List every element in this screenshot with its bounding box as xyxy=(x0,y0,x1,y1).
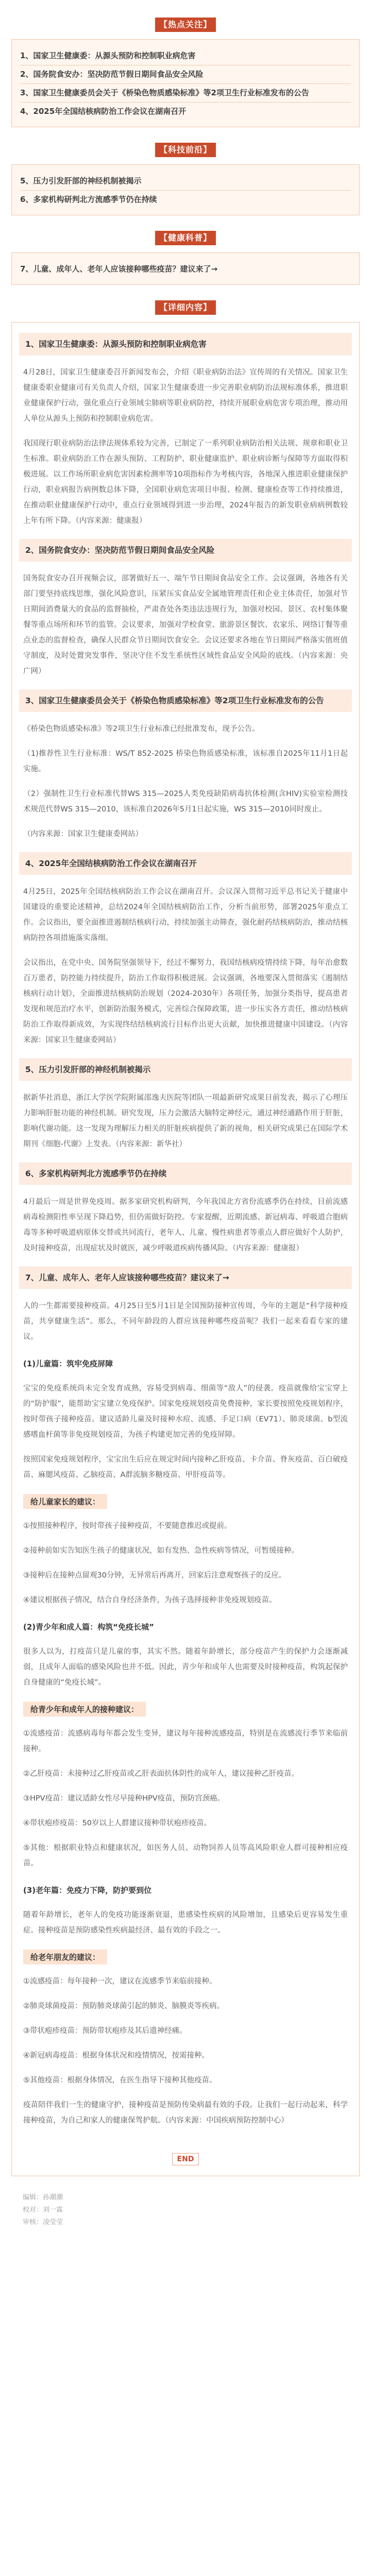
article-7-tip: ②肺炎球菌疫苗：预防肺炎球菌引起的肺炎、脑膜炎等疾病。 xyxy=(23,2002,224,2010)
article-7-tip: ①流感疫苗：流感病毒每年都会发生变异，建议每年接种流感疫苗，特别是在流感流行季节来临前接种。 xyxy=(23,1730,348,1753)
article-7-paragraph: 宝宝的免疫系统尚未完全发育成熟，容易受到病毒、细菌等“敌人”的侵袭。疫苗就像给宝宝穿上的“防护服”，能帮助宝宝建立免疫保护。国家免疫规划疫苗免费接种，家长要按照免疫规划程序，按时带孩子接种疫苗。建议适龄儿童及时接种水痘、流感、手足口病（EV71）、肺炎球菌、b型流感嗜血杆菌等非免疫规划疫苗，为孩子构建更加完善的免疫屏障。 xyxy=(23,1384,348,1439)
article-7-tip: ③HPV疫苗：建议适龄女性尽早接种HPV疫苗，预防宫颈癌。 xyxy=(23,1794,225,1803)
article-7-paragraph: 很多人以为，打疫苗只是儿童的事，其实不然。随着年龄增长，部分疫苗产生的保护力会逐渐减弱，且成年人面临的感染风险也并不低。因此，青少年和成年人也需要及时接种疫苗，构筑起保护自身健康的“免疫长城”。 xyxy=(23,1648,348,1687)
article-1-paragraph: 我国现行职业病防治法律法规体系较为完善，已制定了一系列职业病防治相关法规、规章和职业卫生标准。职业病防治工作在源头预防、工程防护、职业健康监护、职业病诊断与保障等方面取得积极进展。以工作场所职业病危害因素检测率等10项指标作为考核内容，各地深入推进职业健康保护行动，职业病报告病例数总体下降，全国职业病危害项目申报、检测、健康检查等工作持续推进，在推动职业健康保护行动中，重点行业领域得到进一步治理，2024年报告的新发职业病病例数较上年有所下降。（内容来源：健康报） xyxy=(23,439,348,525)
article-4-paragraph: 4月25日，2025年全国结核病防治工作会议在湖南召开。会议深入贯彻习近平总书记关于健康中国建设的重要论述精神，总结2024年全国结核病防治工作，分析当前形势，部署2025年重点工作。会议指出，要全面推进遏制结核病行动，持续加强主动筛查，强化耐药结核病防治，推动结核病防控各项措施落实落细。 xyxy=(23,888,348,942)
article-7-title: 7、儿童、成年人、老年人应该接种哪些疫苗？建议来了→ xyxy=(19,1266,352,1289)
editor-credits xyxy=(11,2176,360,2229)
article-7-tip: ④新冠病毒疫苗：根据身体状况和疫情情况，按需接种。 xyxy=(23,2052,209,2060)
proofreader-line: 校对：刘一霖 xyxy=(23,2206,63,2214)
article-7-pill-adults: 给青少年和成年人的接种建议： xyxy=(23,1702,146,1717)
article-3-title: 3、国家卫生健康委员会关于《桥染色物质感染标准》等2项卫生行业标准发布的公告 xyxy=(19,689,352,712)
research-item-6[interactable]: 6、多家机构研判北方流感季节仍在持续 xyxy=(20,195,157,204)
hot-section-tag: 【热点关注】 xyxy=(155,18,216,32)
article-7-tip: ③接种后在接种点留观30分钟，无异常后再离开，回家后注意观察孩子的反应。 xyxy=(23,1571,286,1580)
hot-item-1[interactable]: 1、国家卫生健康委：从源头预防和控制职业病危害 xyxy=(20,47,351,65)
article-7-tip: ④带状疱疹疫苗：50岁以上人群建议接种带状疱疹疫苗。 xyxy=(23,1819,211,1827)
health-section-tag: 【健康科普】 xyxy=(155,231,216,245)
article-3-source: （内容来源：国家卫生健康委网站） xyxy=(23,830,143,838)
article-7-closing: 疫苗陪伴我们一生的健康守护，接种疫苗是预防传染病最有效的手段。让我们一起行动起来，科学接种疫苗，为自己和家人的健康保驾护航。（内容来源：中国疾病预防控制中心） xyxy=(23,2101,348,2125)
research-item-5[interactable]: 5、压力引发肝部的神经机制被揭示 xyxy=(20,172,351,191)
article-7-tip: ⑤其他：根据职业特点和健康状况，如医务人员、动物饲养人员等高风险职业人群可接种相应疫苗。 xyxy=(23,1844,348,1868)
article-7-tip: ③带状疱疹疫苗：预防带状疱疹及其后遗神经痛。 xyxy=(23,2027,187,2035)
research-section-box xyxy=(11,164,360,215)
detail-section-box xyxy=(11,322,360,2176)
article-7-pill-children: 给儿童家长的建议： xyxy=(23,1494,107,1509)
article-7-subhead-elderly: (3)老年篇：免疫力下降，防护要到位 xyxy=(23,1886,152,1895)
article-7-tip: ②乙肝疫苗：未接种过乙肝疫苗或乙肝表面抗体阴性的成年人，建议接种乙肝疫苗。 xyxy=(23,1770,299,1778)
health-section-box xyxy=(11,252,360,285)
article-7-subhead-adults: (2)青少年和成人篇：构筑“免疫长城” xyxy=(23,1622,154,1632)
article-1-paragraph: 4月28日，国家卫生健康委召开新闻发布会，介绍《职业病防治法》宣传周的有关情况。国家卫生健康委职业健康司有关负责人介绍，国家卫生健康委进一步完善职业病防治法规标准体系，推进职业健康保护行动，强化重点行业领域尘肺病等职业病防控，持续开展职业病危害专项治理，推动用人单位从源头上预防和控制职业病危害。 xyxy=(23,368,348,423)
article-7-intro: 人的一生都需要接种疫苗。4月25日至5月1日是全国预防接种宣传周，今年的主题是“科学接种疫苗，共享健康生活”。那么，不同年龄段的人群应该接种哪些疫苗呢？我们一起来看看专家的建议。 xyxy=(23,1302,348,1341)
article-3-paragraph: （2）强制性卫生行业标准代替WS 315—2025人类免疫缺陷病毒抗体检测(含HIV)实验室检测技术规范代替WS 315—2010，该标准自2026年5月1日起实施，WS 315—2010同时废止。 xyxy=(23,790,348,814)
reviewer-line: 审核：凌莹莹 xyxy=(23,2218,63,2226)
health-item-7[interactable]: 7、儿童、成年人、老年人应该接种哪些疫苗？建议来了→ xyxy=(20,264,218,274)
article-2-paragraph: 国务院食安办召开视频会议，部署做好五一、端午节日期间食品安全工作。会议强调，各地各有关部门要坚持底线思维，强化风险意识，压紧压实食品安全属地管理责任和企业主体责任，加强对节日期间消费量大的食品的监督抽检，严肃查处各类违法违规行为，加强对校园、景区、农村集体聚餐等重点场所和环节的监管。会议要求，加强对学校食堂、旅游景区餐饮、农家乐、网络订餐等重点业态的监督检查，确保人民群众节日期间饮食安全。会议还要求各地在节日期间严格落实值班值守制度，及时处置突发事件，坚决守住不发生系统性区域性食品安全风险的底线。（内容来源：央广网） xyxy=(23,574,348,675)
article-6-title: 6、多家机构研判北方流感季节仍在持续 xyxy=(19,1162,352,1185)
article-3-paragraph: （1)推荐性卫生行业标准：WS/T 852-2025 桥染色物质感染标准，该标准自2025年11月1日起实施。 xyxy=(23,750,348,773)
article-7-tip: ⑤其他疫苗：根据身体情况，在医生指导下接种其他疫苗。 xyxy=(23,2076,217,2084)
hot-item-3[interactable]: 3、国家卫生健康委员会关于《桥染色物质感染标准》等2项卫生行业标准发布的公告 xyxy=(20,84,351,103)
article-3-paragraph: 《桥染色物质感染标准》等2项卫生行业标准已经批准发布，现予公告。 xyxy=(23,725,260,733)
article-5-paragraph: 据新华社消息，浙江大学医学院附属邵逸夫医院等团队一项最新研究成果日前发表，揭示了心理压力影响肝脏功能的神经机制。研究发现，压力会激活大脑特定神经元，通过神经通路作用于肝脏，影响代谢功能。这一发现为理解压力相关的肝脏疾病提供了新的视角，相关研究成果已在国际学术期刊《细胞-代谢》上发表。（内容来源：新华社） xyxy=(23,1094,348,1148)
end-marker: END xyxy=(172,2153,199,2165)
editor-line: 编辑：孙潮潮 xyxy=(23,2194,63,2201)
article-1-title: 1、国家卫生健康委：从源头预防和控制职业病危害 xyxy=(19,333,352,355)
article-7-tip: ②接种前如实告知医生孩子的健康状况，如有发热、急性疾病等情况，可暂缓接种。 xyxy=(23,1547,299,1555)
article-7-paragraph: 随着年龄增长，老年人的免疫功能逐渐衰退，患感染性疾病的风险增加，且感染后更容易发生重症。接种疫苗是预防感染性疾病最经济、最有效的手段之一。 xyxy=(23,1911,348,1935)
article-4-paragraph: 会议指出，在党中央、国务院坚强领导下，经过不懈努力，我国结核病疫情持续下降，每年治愈数百万患者，防控能力持续提升，防治工作取得积极进展。会议强调，各地要深入贯彻落实《遏制结核病行动计划》，全面推进结核病防治规划（2024-2030年）各项任务，加强分类指导，提高患者发现和规范治疗水平，创新防治服务模式，完善综合保障政策，进一步压实各方责任，推动结核病防治工作取得新成效，为实现终结结核病流行目标作出更大贡献，加快推进健康中国建设。（内容来源：国家卫生健康委网站） xyxy=(23,959,348,1044)
article-6-paragraph: 4月最后一周是世界免疫周。据多家研究机构研判，今年我国北方省份流感季仍在持续，目前流感病毒检测阳性率呈现下降趋势，但仍需做好防控。专家提醒，近期流感、新冠病毒、呼吸道合胞病毒等多种呼吸道病原体交替或共同流行，老年人、儿童、慢性病患者等重点人群应做好个人防护，及时接种疫苗，出现症状及时就医，减少呼吸道疾病传播风险。（内容来源：健康报） xyxy=(23,1198,348,1252)
article-7-tip: ①流感疫苗：每年接种一次，建议在流感季节来临前接种。 xyxy=(23,1977,217,1986)
hot-section-box xyxy=(11,39,360,127)
article-7-tip: ①按照接种程序，按时带孩子接种疫苗，不要随意推迟或提前。 xyxy=(23,1522,232,1530)
article-7-tip: ④建议根据孩子情况，结合自身经济条件，为孩子选择接种非免疫规划疫苗。 xyxy=(23,1596,277,1604)
article-7-subhead-children: (1)儿童篇：筑牢免疫屏障 xyxy=(23,1359,113,1368)
article-5-title: 5、压力引发肝部的神经机制被揭示 xyxy=(19,1058,352,1081)
hot-item-2[interactable]: 2、国务院食安办：坚决防范节假日期间食品安全风险 xyxy=(20,65,351,84)
article-7-pill-elderly: 给老年朋友的建议： xyxy=(23,1950,107,1964)
article-7-paragraph: 按照国家免疫规划程序，宝宝出生后应在规定时间内接种乙肝疫苗、卡介苗、脊灰疫苗、百白破疫苗、麻腮风疫苗、乙脑疫苗、A群流脑多糖疫苗、甲肝疫苗等。 xyxy=(23,1455,348,1479)
detail-section-tag: 【详细内容】 xyxy=(155,300,216,315)
hot-item-4[interactable]: 4、2025年全国结核病防治工作会议在湖南召开 xyxy=(20,107,187,116)
article-2-title: 2、国务院食安办：坚决防范节假日期间食品安全风险 xyxy=(19,539,352,562)
research-section-tag: 【科技前沿】 xyxy=(155,143,216,157)
article-4-title: 4、2025年全国结核病防治工作会议在湖南召开 xyxy=(19,852,352,875)
